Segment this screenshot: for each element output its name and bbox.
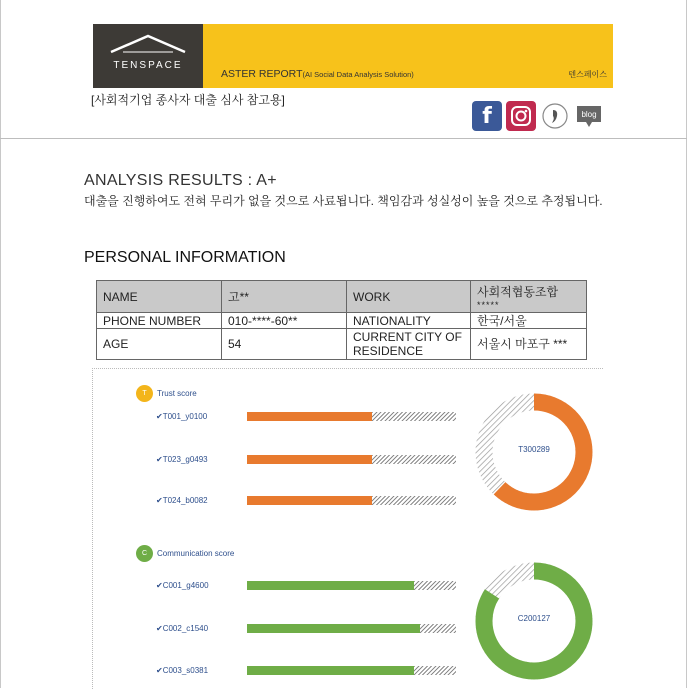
communication-score-title: Communication score <box>157 549 235 558</box>
analysis-title: ANALYSIS RESULTS : A+ <box>84 172 277 189</box>
header-divider <box>0 138 687 139</box>
work-value <box>471 281 587 313</box>
phone-value: 010-****-60** <box>222 313 347 329</box>
communication-item-bar <box>247 581 456 590</box>
work-value-text: 사회적협동조합 <box>477 285 559 299</box>
trust-donut-label: T300289 <box>518 445 550 454</box>
trust-item-label: ✔T024_b0082 <box>156 496 208 505</box>
communication-score-header <box>136 545 234 562</box>
communication-item-label: ✔C001_g4600 <box>156 581 209 590</box>
trust-bar-fill <box>247 496 372 505</box>
communication-bar-fill <box>247 624 420 633</box>
instagram-icon[interactable] <box>506 101 536 131</box>
communication-item-label: ✔C003_s0381 <box>156 666 209 675</box>
city-value: 서울시 마포구 *** <box>471 329 587 360</box>
blog-text: blog <box>581 110 597 119</box>
city-label: CURRENT CITY OF RESIDENCE <box>347 329 471 360</box>
kakao-icon[interactable] <box>540 101 570 131</box>
analysis-description: 대출을 진행하여도 전혀 무리가 없을 것으로 사료됩니다. 책임감과 성실성이 높을 것으로 추정됩니다. <box>84 194 603 208</box>
age-value: 54 <box>222 329 347 360</box>
communication-item-label: ✔C002_c1540 <box>156 624 209 633</box>
page-border-left <box>0 0 1 688</box>
communication-badge-icon: C <box>136 545 153 562</box>
trust-bar-fill <box>247 455 372 464</box>
trust-bar-remainder <box>372 496 456 505</box>
trust-bar-remainder <box>372 412 456 421</box>
trust-item-bar <box>247 496 456 505</box>
personal-info-title: PERSONAL INFORMATION <box>84 249 286 266</box>
trust-item-bar <box>247 455 456 464</box>
communication-bar-remainder <box>420 624 456 633</box>
name-label: NAME <box>97 281 222 313</box>
table-row <box>97 329 587 360</box>
brand-korean: 텐스페이스 <box>568 70 607 79</box>
tenspace-logo <box>93 24 203 88</box>
trust-score-header <box>136 385 197 402</box>
roof-logo-icon <box>93 24 203 88</box>
communication-item-bar <box>247 666 456 675</box>
trust-score-title: Trust score <box>157 389 197 398</box>
blog-icon[interactable] <box>574 101 604 131</box>
facebook-icon[interactable]: f <box>472 101 502 131</box>
document-subtitle: [사회적기업 종사자 대출 심사 참고용] <box>91 93 285 107</box>
trust-badge-icon: T <box>136 385 153 402</box>
nationality-label: NATIONALITY <box>347 313 471 329</box>
communication-bar-fill <box>247 581 414 590</box>
phone-label: PHONE NUMBER <box>97 313 222 329</box>
trust-item-label: ✔T023_g0493 <box>156 455 208 464</box>
communication-bar-remainder <box>414 666 456 675</box>
trust-item-bar <box>247 412 456 421</box>
personal-info-table <box>96 280 587 360</box>
table-row <box>97 281 587 313</box>
work-label: WORK <box>347 281 471 313</box>
table-row <box>97 313 587 329</box>
trust-bar-fill <box>247 412 372 421</box>
social-icons <box>472 101 604 131</box>
report-title-main: ASTER REPORT <box>221 68 303 80</box>
work-value-masked: ***** <box>477 300 500 310</box>
logo-text: TENSPACE <box>113 60 183 71</box>
report-banner <box>93 24 613 88</box>
banner-yellow <box>203 24 613 88</box>
report-title <box>221 68 414 80</box>
name-value: 고** <box>222 281 347 313</box>
trust-item-label: ✔T001_y0100 <box>156 412 208 421</box>
nationality-value: 한국/서울 <box>471 313 587 329</box>
communication-bar-fill <box>247 666 414 675</box>
report-title-sub: (AI Social Data Analysis Solution) <box>302 70 414 79</box>
age-label: AGE <box>97 329 222 360</box>
communication-item-bar <box>247 624 456 633</box>
communication-donut-label: C200127 <box>517 614 551 623</box>
communication-bar-remainder <box>414 581 456 590</box>
trust-bar-remainder <box>372 455 456 464</box>
